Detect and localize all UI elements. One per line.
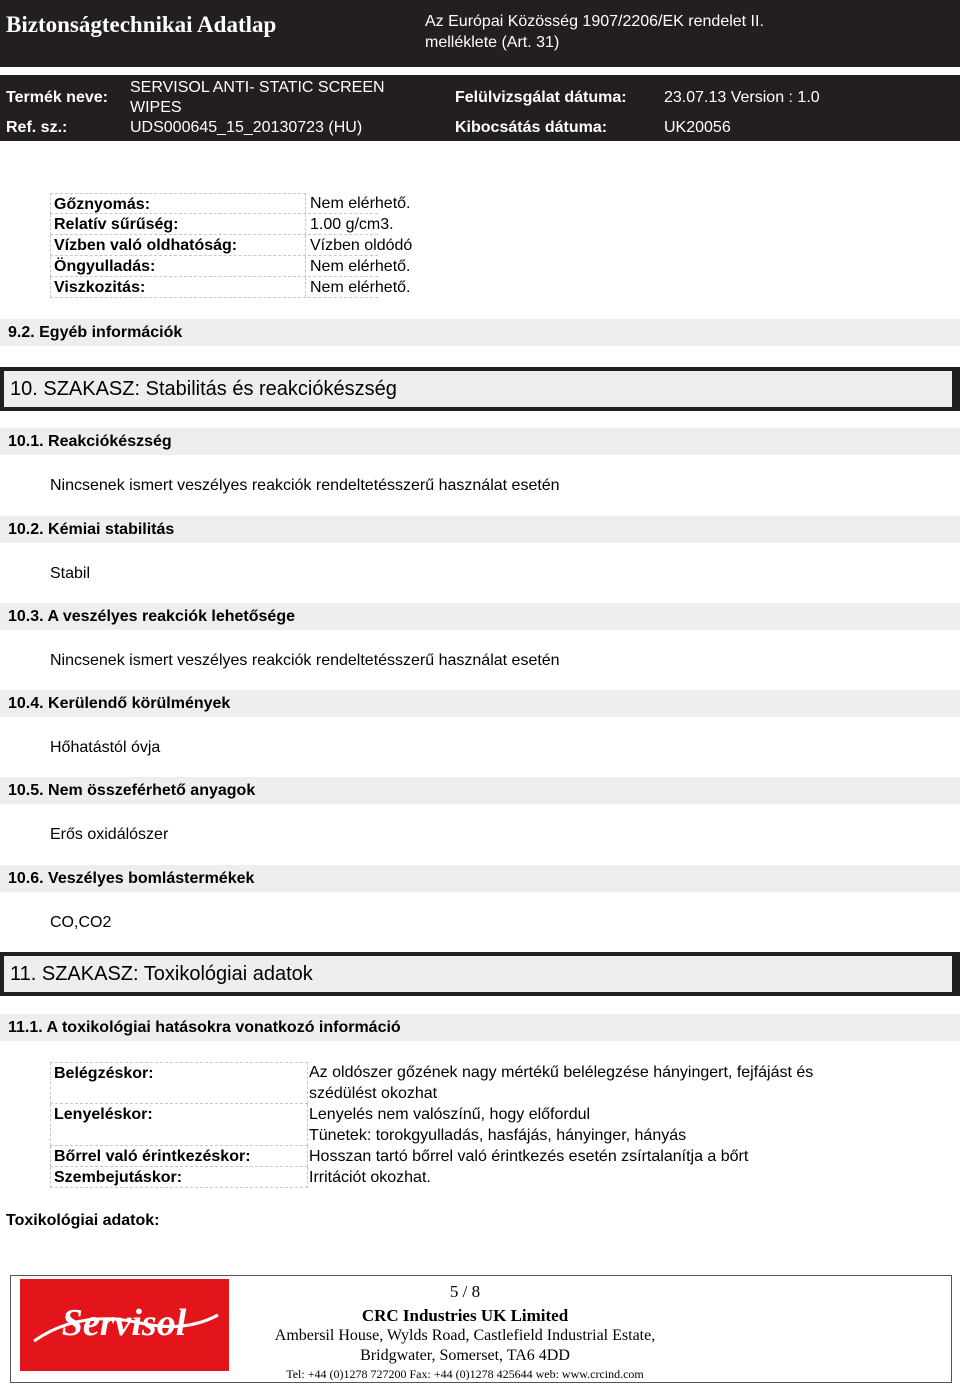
section-10-heading xyxy=(0,367,960,411)
subsection-heading: 10.5. Nem összeférhető anyagok xyxy=(0,777,960,804)
exposure-label: Belégzéskor: xyxy=(50,1062,308,1104)
product-header xyxy=(0,75,960,141)
subsection-text: Stabil xyxy=(50,565,91,582)
subsection-heading: 10.6. Veszélyes bomlástermékek xyxy=(0,865,960,892)
servisol-logo xyxy=(20,1279,229,1371)
property-value: Nem elérhető. xyxy=(310,195,411,212)
toxicology-data-label: Toxikológiai adatok: xyxy=(6,1212,160,1229)
ref-number-value: UDS000645_15_20130723 (HU) xyxy=(130,119,363,136)
subsection-text: Erős oxidálószer xyxy=(50,826,169,843)
subsection-11-1-heading: 11.1. A toxikológiai hatásokra vonatkozó információ xyxy=(0,1014,960,1041)
exposure-text: szédülést okozhat xyxy=(309,1085,438,1102)
section-11-title: 11. SZAKASZ: Toxikológiai adatok xyxy=(10,963,313,985)
exposure-label: Lenyeléskor: xyxy=(50,1104,308,1146)
property-label: Gőznyomás: xyxy=(50,193,306,214)
subsection-9-2-heading: 9.2. Egyéb információk xyxy=(0,319,960,346)
issue-date-value: UK20056 xyxy=(664,119,731,136)
product-name-line-2: WIPES xyxy=(130,99,182,116)
revision-date-label: Felülvizsgálat dátuma: xyxy=(455,89,627,106)
property-label: Öngyulladás: xyxy=(50,256,306,277)
subsection-heading: 10.3. A veszélyes reakciók lehetősége xyxy=(0,603,960,630)
subsection-heading: 10.2. Kémiai stabilitás xyxy=(0,516,960,543)
exposure-text: Lenyelés nem valószínű, hogy előfordul xyxy=(309,1106,591,1123)
subsection-heading: 10.4. Kerülendő körülmények xyxy=(0,690,960,717)
property-value: Nem elérhető. xyxy=(310,258,411,275)
section-11-heading xyxy=(0,952,960,996)
svg-text:Servisol: Servisol xyxy=(61,1302,187,1344)
company-contact: Tel: +44 (0)1278 727200 Fax: +44 (0)1278 425644 web: www.crcind.com xyxy=(286,1367,644,1381)
page-number: 5 / 8 xyxy=(449,1282,481,1301)
property-value: 1.00 g/cm3. xyxy=(310,216,394,233)
regulation-line-1: Az Európai Közösség 1907/2206/EK rendelet II. xyxy=(425,13,764,30)
property-label: Viszkozitás: xyxy=(50,277,306,298)
property-value: Vízben oldódó xyxy=(310,237,413,254)
exposure-text: Tünetek: torokgyulladás, hasfájás, hányinger, hányás xyxy=(309,1127,687,1144)
exposure-text: Hosszan tartó bőrrel való érintkezés esetén zsírtalanítja a bőrt xyxy=(309,1148,749,1165)
servisol-logo-mark xyxy=(20,1279,229,1371)
product-name-line-1: SERVISOL ANTI- STATIC SCREEN xyxy=(130,79,385,96)
property-label: Vízben való oldhatóság: xyxy=(50,235,306,256)
ref-number-label: Ref. sz.: xyxy=(6,119,68,136)
subsection-text: Nincsenek ismert veszélyes reakciók rendeltetésszerű használat esetén xyxy=(50,652,560,669)
document-title: Biztonságtechnikai Adatlap xyxy=(6,12,277,37)
regulation-line-2: melléklete (Art. 31) xyxy=(425,34,560,51)
regulation-reference xyxy=(425,11,945,53)
product-name-label: Termék neve: xyxy=(6,89,108,106)
subsection-text: CO,CO2 xyxy=(50,914,112,931)
company-address-line-2: Bridgwater, Somerset, TA6 4DD xyxy=(360,1347,570,1364)
exposure-text: Az oldószer gőzének nagy mértékű belélegzése hányingert, fejfájást és xyxy=(309,1064,814,1081)
subsection-text: Hőhatástól óvja xyxy=(50,739,161,756)
property-value: Nem elérhető. xyxy=(310,279,411,296)
company-name: CRC Industries UK Limited xyxy=(361,1306,569,1325)
section-10-title: 10. SZAKASZ: Stabilitás és reakciókészség xyxy=(10,378,397,400)
exposure-label: Szembejutáskor: xyxy=(50,1167,308,1188)
exposure-text: Irritációt okozhat. xyxy=(309,1169,431,1186)
property-label: Relatív sűrűség: xyxy=(50,214,306,235)
revision-date-value: 23.07.13 Version : 1.0 xyxy=(664,89,820,106)
issue-date-label: Kibocsátás dátuma: xyxy=(455,119,608,136)
exposure-label: Bőrrel való érintkezéskor: xyxy=(50,1146,308,1167)
company-address-line-1: Ambersil House, Wylds Road, Castlefield Industrial Estate, xyxy=(274,1327,656,1344)
subsection-text: Nincsenek ismert veszélyes reakciók rendeltetésszerű használat esetén xyxy=(50,477,560,494)
subsection-heading: 10.1. Reakciókészség xyxy=(0,428,960,455)
